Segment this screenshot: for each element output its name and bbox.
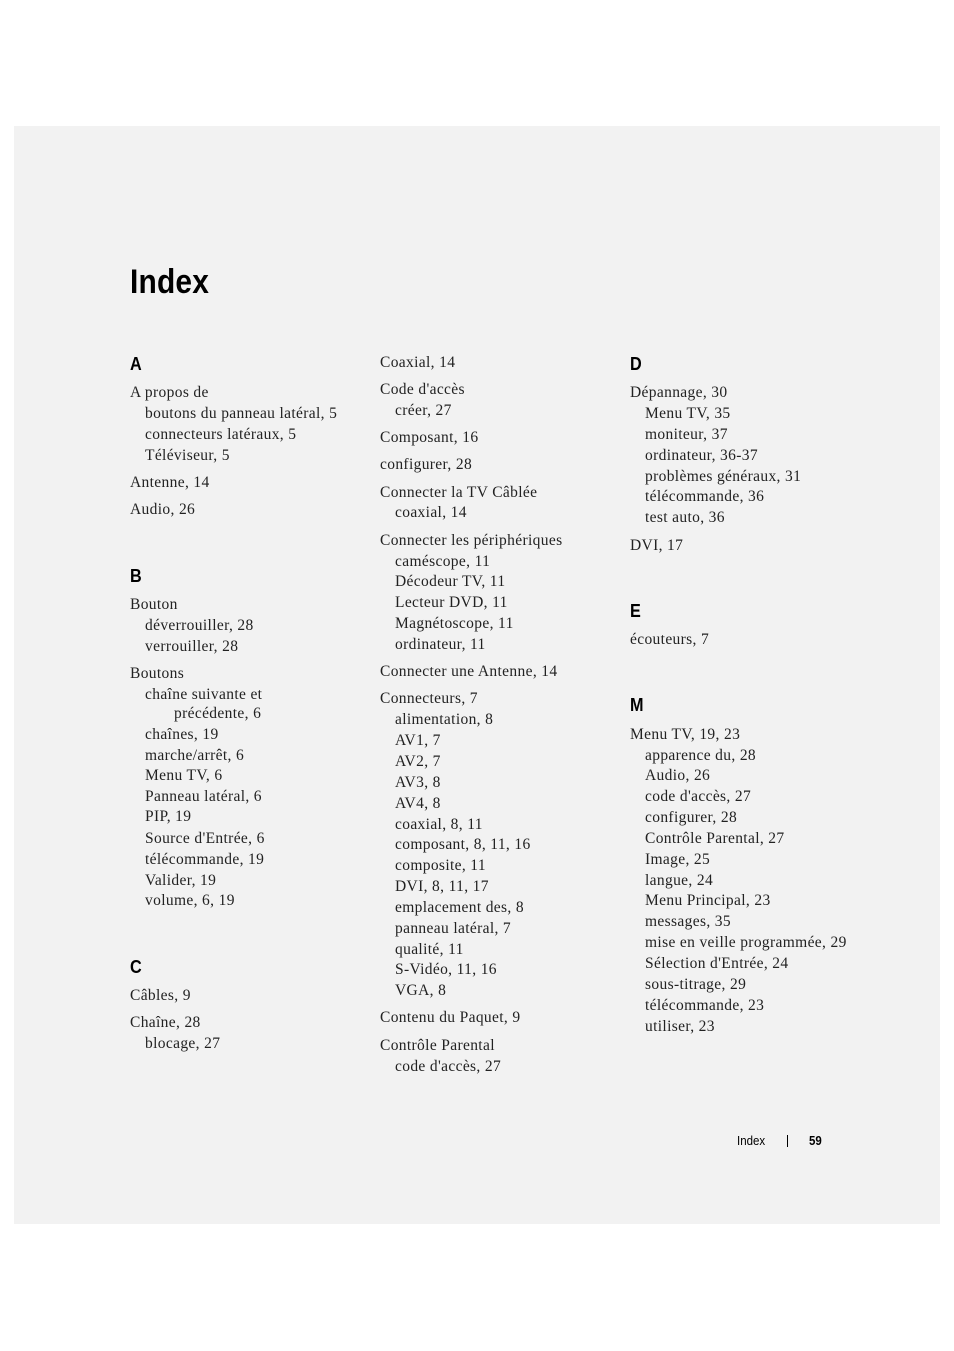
footer-divider xyxy=(787,1135,788,1147)
index-subentry: Lecteur DVD, 11 xyxy=(395,594,508,611)
index-subentry: chaîne suivante et xyxy=(145,686,263,703)
index-subentry: code d'accès, 27 xyxy=(395,1058,502,1075)
index-subentry: mise en veille programmée, 29 xyxy=(645,934,847,951)
index-subentry: Source d'Entrée, 6 xyxy=(145,830,265,847)
index-subentry: télécommande, 36 xyxy=(645,488,765,505)
index-entry: Bouton xyxy=(130,596,178,613)
index-subentry: panneau latéral, 7 xyxy=(395,920,512,937)
index-entry: DVI, 17 xyxy=(630,537,684,554)
page-title: Index xyxy=(130,263,210,301)
index-entry: Connecter les périphériques xyxy=(380,532,563,549)
index-subentry: S-Vidéo, 11, 16 xyxy=(395,961,497,978)
index-entry: Chaîne, 28 xyxy=(130,1014,201,1031)
index-subentry: VGA, 8 xyxy=(395,982,447,999)
index-subentry: qualité, 11 xyxy=(395,941,464,958)
index-subentry: déverrouiller, 28 xyxy=(145,617,254,634)
index-subentry: coaxial, 8, 11 xyxy=(395,816,483,833)
index-subentry: problèmes généraux, 31 xyxy=(645,468,802,485)
index-entry: Code d'accès xyxy=(380,381,465,398)
index-subentry: moniteur, 37 xyxy=(645,426,728,443)
index-entry: Contrôle Parental xyxy=(380,1037,495,1054)
index-subentry: composant, 8, 11, 16 xyxy=(395,836,531,853)
index-subentry: utiliser, 23 xyxy=(645,1018,715,1035)
index-subentry: Décodeur TV, 11 xyxy=(395,573,506,590)
index-subentry: Magnétoscope, 11 xyxy=(395,615,514,632)
index-subentry: Téléviseur, 5 xyxy=(145,447,230,464)
index-subentry: chaînes, 19 xyxy=(145,726,219,743)
index-subentry: messages, 35 xyxy=(645,913,731,930)
index-subentry: marche/arrêt, 6 xyxy=(145,747,245,764)
index-subentry: AV2, 7 xyxy=(395,753,441,770)
index-subentry: coaxial, 14 xyxy=(395,504,467,521)
index-entry: Connecter une Antenne, 14 xyxy=(380,663,558,680)
index-subentry: créer, 27 xyxy=(395,402,452,419)
index-subentry: Menu Principal, 23 xyxy=(645,892,771,909)
index-subentry: emplacement des, 8 xyxy=(395,899,524,916)
index-subentry: télécommande, 23 xyxy=(645,997,765,1014)
index-subentry: connecteurs latéraux, 5 xyxy=(145,426,297,443)
index-subentry: apparence du, 28 xyxy=(645,747,757,764)
index-subentry: PIP, 19 xyxy=(145,808,192,825)
index-entry: Connecter la TV Câblée xyxy=(380,484,538,501)
index-subentry: Panneau latéral, 6 xyxy=(145,788,262,805)
index-letter-heading: E xyxy=(630,601,641,621)
index-subentry: Contrôle Parental, 27 xyxy=(645,830,785,847)
index-subentry: Image, 25 xyxy=(645,851,711,868)
index-entry: Antenne, 14 xyxy=(130,474,210,491)
index-letter-heading: D xyxy=(630,354,642,374)
index-subentry: alimentation, 8 xyxy=(395,711,494,728)
index-letter-heading: A xyxy=(130,354,142,374)
index-entry: écouteurs, 7 xyxy=(630,631,710,648)
footer-section-label: Index xyxy=(737,1134,766,1148)
page-footer xyxy=(0,1132,954,1150)
index-entry: Contenu du Paquet, 9 xyxy=(380,1009,521,1026)
index-subentry: volume, 6, 19 xyxy=(145,892,235,909)
index-subentry: verrouiller, 28 xyxy=(145,638,239,655)
index-subentry: code d'accès, 27 xyxy=(645,788,752,805)
index-subentry: sous-titrage, 29 xyxy=(645,976,747,993)
index-entry: Menu TV, 19, 23 xyxy=(630,726,741,743)
index-entry: Composant, 16 xyxy=(380,429,479,446)
index-entry: Audio, 26 xyxy=(130,501,196,518)
index-subentry: AV1, 7 xyxy=(395,732,441,749)
index-entry: Dépannage, 30 xyxy=(630,384,728,401)
index-letter-heading: M xyxy=(630,695,644,715)
index-subentry: boutons du panneau latéral, 5 xyxy=(145,405,338,422)
index-subentry: caméscope, 11 xyxy=(395,553,491,570)
index-subentry: blocage, 27 xyxy=(145,1035,221,1052)
index-letter-heading: B xyxy=(130,566,142,586)
index-subentry: Sélection d'Entrée, 24 xyxy=(645,955,789,972)
index-subentry: ordinateur, 36-37 xyxy=(645,447,758,464)
index-subentry: Audio, 26 xyxy=(645,767,711,784)
index-subentry: Menu TV, 6 xyxy=(145,767,223,784)
index-entry: Câbles, 9 xyxy=(130,987,191,1004)
index-subentry: composite, 11 xyxy=(395,857,486,874)
index-entry: A propos de xyxy=(130,384,209,401)
index-subentry: langue, 24 xyxy=(645,872,714,889)
index-subentry: Valider, 19 xyxy=(145,872,217,889)
index-subentry: AV3, 8 xyxy=(395,774,441,791)
index-entry: Boutons xyxy=(130,665,185,682)
index-letter-heading: C xyxy=(130,957,142,977)
index-entry: Connecteurs, 7 xyxy=(380,690,478,707)
index-subentry: AV4, 8 xyxy=(395,795,441,812)
index-subentry: télécommande, 19 xyxy=(145,851,265,868)
index-entry: Coaxial, 14 xyxy=(380,354,456,371)
index-subentry: DVI, 8, 11, 17 xyxy=(395,878,489,895)
page-number: 59 xyxy=(809,1134,822,1148)
index-subentry: ordinateur, 11 xyxy=(395,636,486,653)
index-subentry: configurer, 28 xyxy=(645,809,738,826)
index-entry: configurer, 28 xyxy=(380,456,473,473)
index-subentry-continuation: précédente, 6 xyxy=(174,705,262,722)
index-subentry: test auto, 36 xyxy=(645,509,725,526)
index-subentry: Menu TV, 35 xyxy=(645,405,731,422)
